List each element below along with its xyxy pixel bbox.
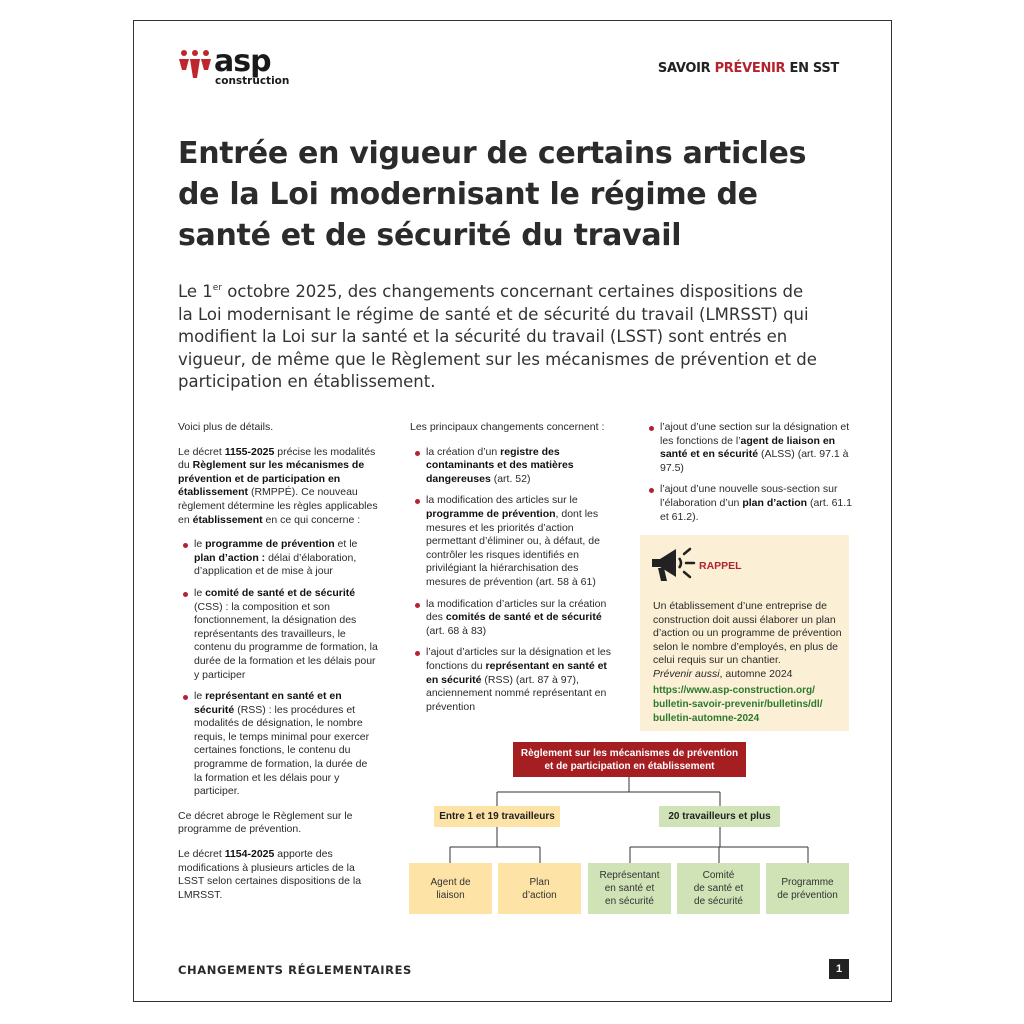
list-item: l’ajout d’une nouvelle sous-section sur l’élaboration d’un plan d’action (art. 61.1 et 61.2). [644,483,856,524]
lead-paragraph: Le 1er octobre 2025, des changements concernant certaines dispositions de la Loi modernisant le régime de santé et de sécurité du travail (LMRSST) qui modifient la Loi sur la santé et la sécurité du travail (LSST) sont entrés en vigueur, de même que le Règlement sur les mécanismes de prévention et de participation en établissement. [178,282,817,391]
document-page [133,20,892,1002]
page-title: Entrée en vigueur de certains articles de la Loi modernisant le régime de santé et de sécurité du travail [178,136,807,253]
footer-label: CHANGEMENTS RÉGLEMENTAIRES [178,963,412,977]
rappel-source: Prévenir aussi, automne 2024 [653,668,793,680]
page-number: 1 [829,959,849,979]
org-chart-connectors [134,21,893,1003]
list-item: le représentant en santé et en sécurité (RSS) : les procédures et modalités de désignation, le nombre requis, le temps minimal pour exercer certaines fonctions, le contenu du programme de formation, la durée de la formation et les délais pour y participer. [178,690,378,799]
org-comite-box: Comité de santé et de sécurité [677,863,760,914]
rappel-body: Un établissement d’une entreprise de construction doit aussi élaborer un plan d’action ou un programme de prévention selon le nombre d’employés, en plus de celui requis sur un chantier. [653,600,842,667]
rappel-title: RAPPEL [699,560,742,572]
org-agent-liaison-box: Agent de liaison [409,863,492,914]
list-item: la création d’un registre des contaminants et des matières dangereuses (art. 52) [410,446,616,487]
org-large-establishment-box: 20 travailleurs et plus [659,806,780,827]
logo-subtitle: construction [215,75,290,87]
list-item: le programme de prévention et le plan d’action : délai d’élaboration, d’application et de mise à jour [178,538,378,579]
list-item: l’ajout d’articles sur la désignation et les fonctions du représentant en santé et en sécurité (RSS) (art. 87 à 97), anciennement nommé représentant en prévention [410,646,616,714]
decree-1155-paragraph: Le décret 1155-2025 précise les modalités du Règlement sur les mécanismes de prévention et de participation en établissement (RMPPÉ). Ce nouveau règlement détermine les règles applicables en établissement en ce qui concerne : [178,445,378,526]
list-item: l’ajout d’une section sur la désignation et les fonctions de l’agent de liaison en santé et en sécurité (ALSS) (art. 97.1 à 97.5) [644,421,856,475]
decree-1154-paragraph: Le décret 1154-2025 apporte des modifications à plusieurs articles de la LSST selon certaines dispositions de la LMRSST. [178,848,362,901]
org-plan-action-box: Plan d’action [498,863,581,914]
list-item: la modification des articles sur le programme de prévention, dont les mesures et les priorités d’action permettant d’éliminer ou, à défaut, de contrôler les risques identifiés en privilégiant la hiérarchisation des mesures de prévention (art. 58 à 61) [410,494,616,589]
org-representant-box: Représentant en santé et en sécurité [588,863,671,914]
org-programme-box: Programme de prévention [766,863,849,914]
org-root-box: Règlement sur les mécanismes de prévention et de participation en établissement [513,742,746,777]
changes-intro: Les principaux changements concernent : [410,421,605,433]
rappel-link[interactable]: https://www.asp-construction.org/ bulletin-savoir-prevenir/bulletins/dl/ bulletin-automne-2024 [653,685,823,724]
org-small-establishment-box: Entre 1 et 19 travailleurs [434,806,560,827]
list-item: la modification d’articles sur la création des comités de santé et de sécurité (art. 68 à 83) [410,598,616,639]
list-item: le comité de santé et de sécurité (CSS) : la composition et son fonctionnement, la désignation des représentants des travailleurs, le contenu du programme de formation, la durée de la formation et les délais pour y participer [178,587,378,682]
intro-text: Voici plus de détails. [178,421,274,433]
publication-tagline: SAVOIR PRÉVENIR EN SST [657,61,839,76]
abrogation-paragraph: Ce décret abroge le Règlement sur le programme de prévention. [178,809,353,836]
logo-wordmark: asp [214,44,271,79]
